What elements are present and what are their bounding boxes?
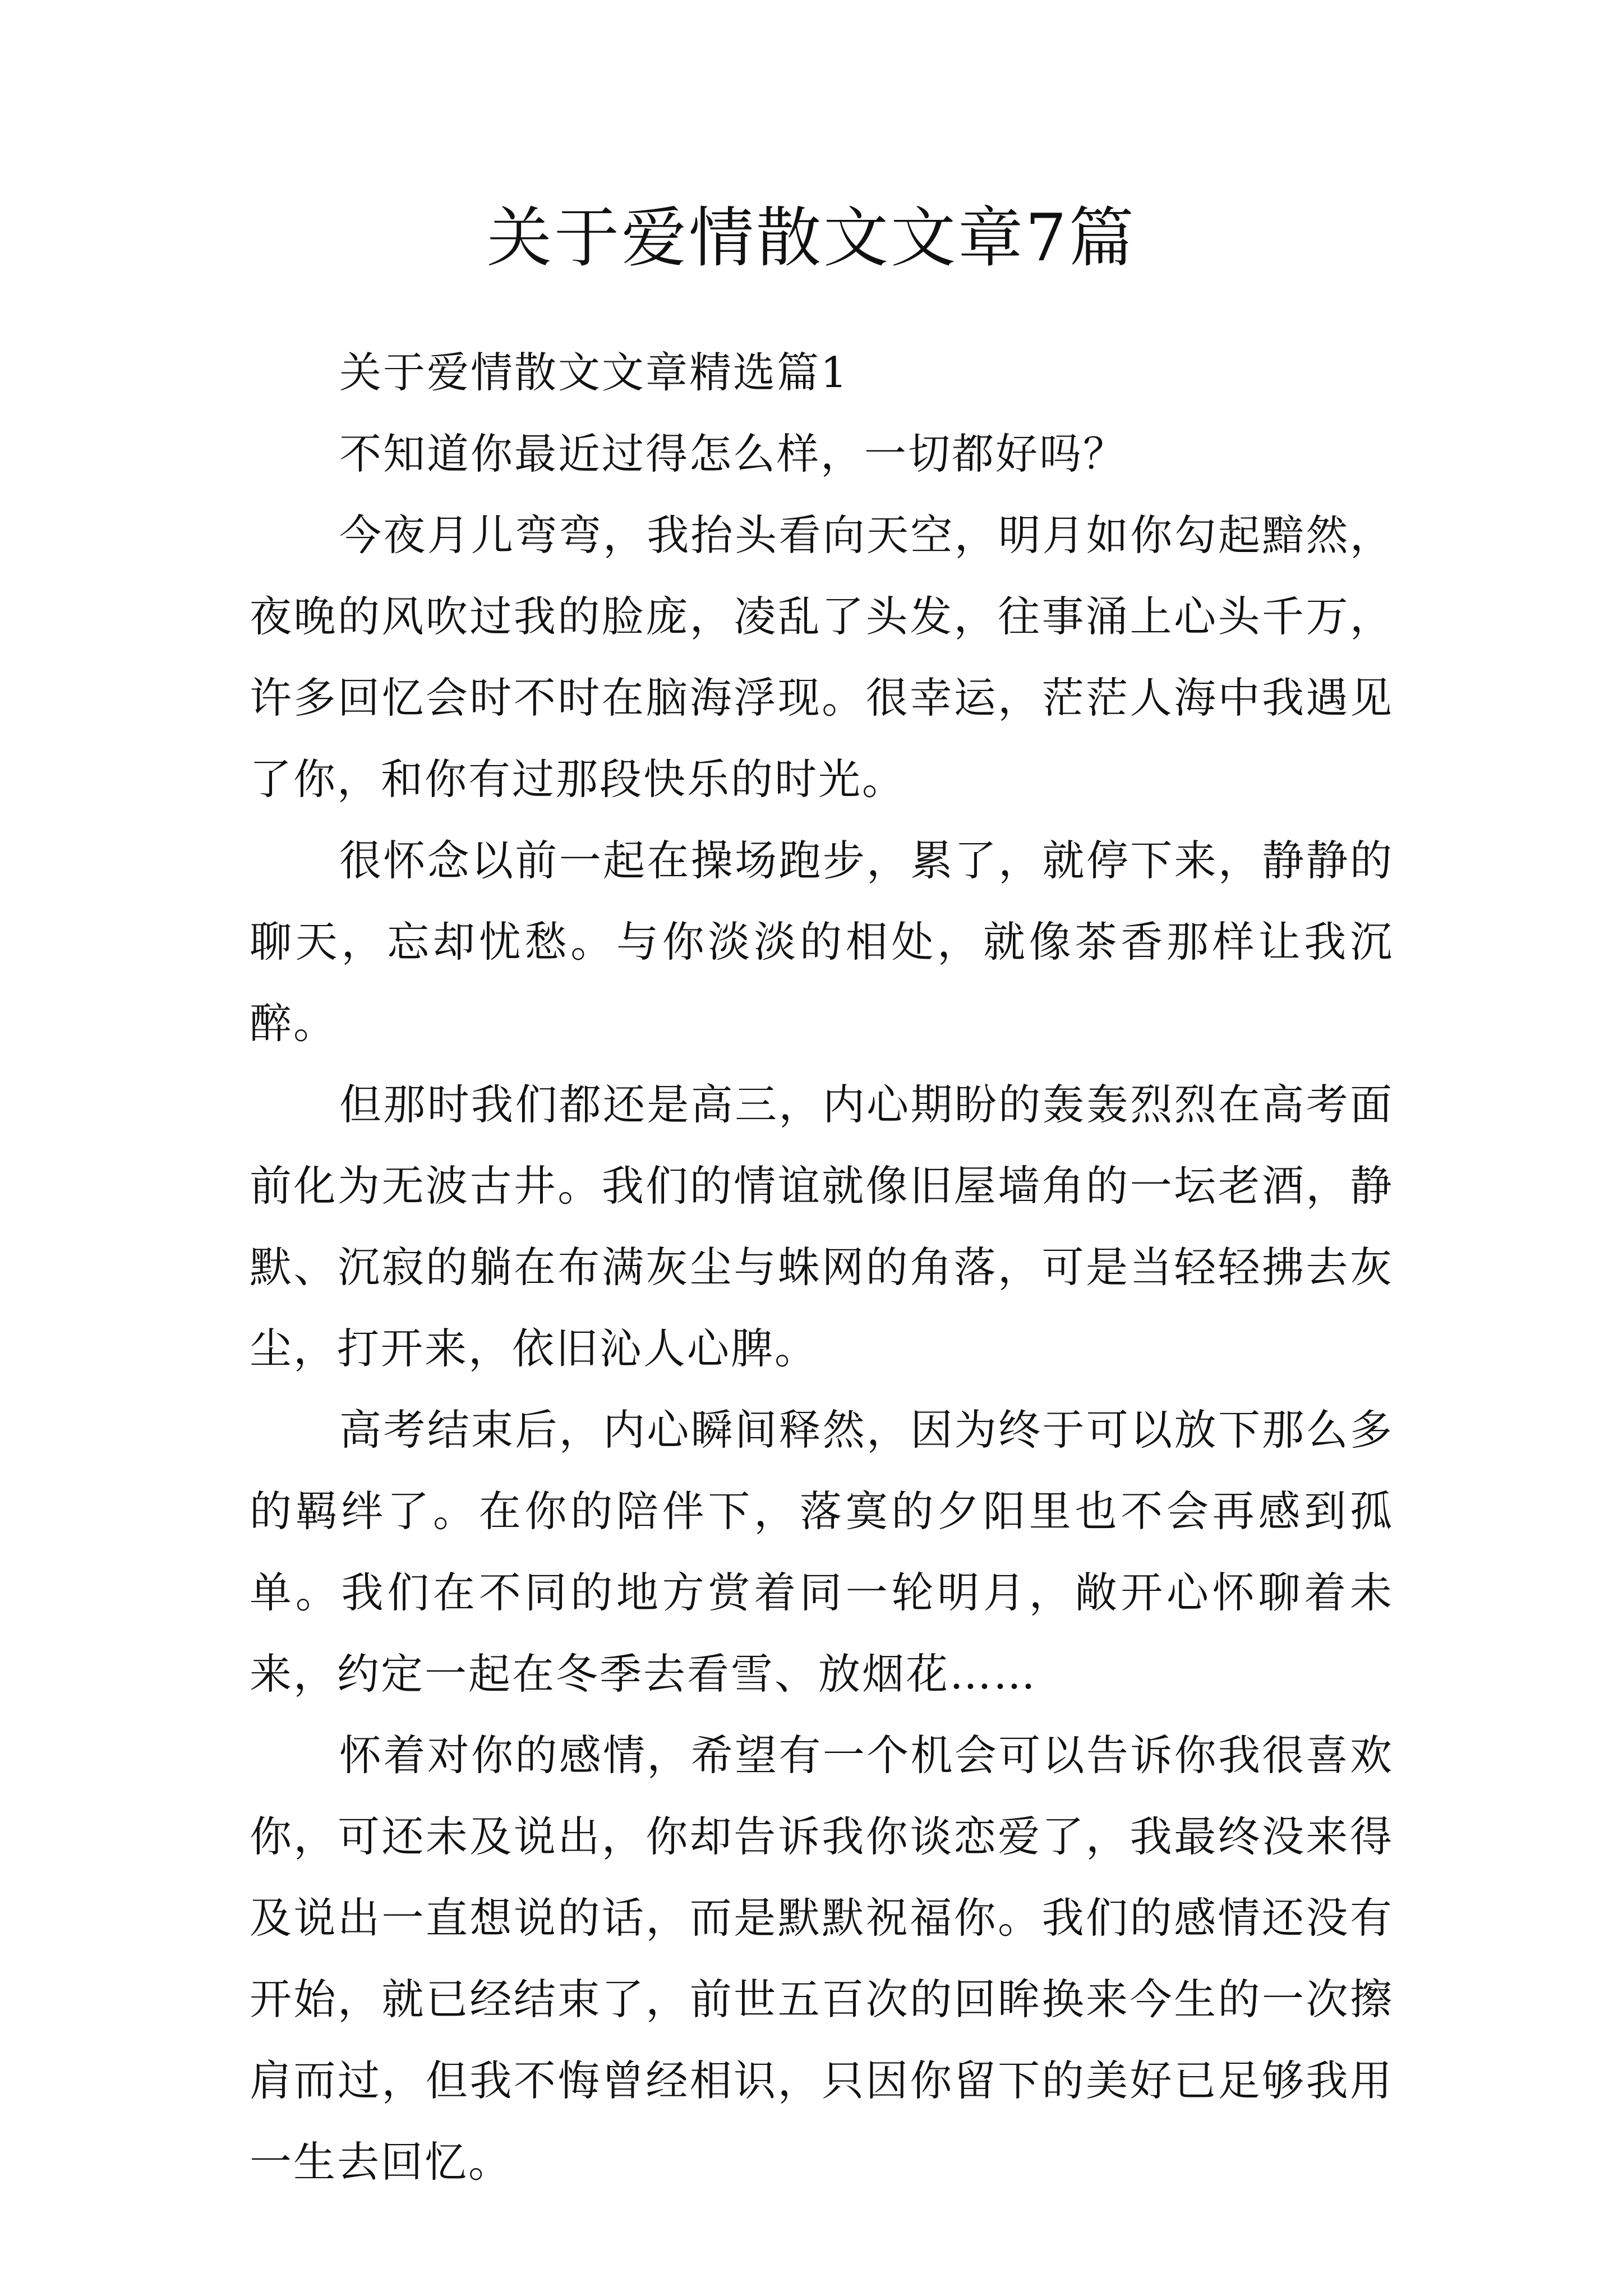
paragraph: 怀着对你的感情，希望有一个机会可以告诉你我很喜欢你，可还未及说出，你却告诉我你谈恋爱了，我最终没来得及说出一直想说的话，而是默默祝福你。我们的感情还没有开始，就已经结束了，前世五百次的回眸换来今生的一次擦肩而过，但我不悔曾经相识，只因你留下的美好已足够我用一生去回忆。 bbox=[250, 1731, 1394, 2187]
paragraph: 不知道你最近过得怎么样，一切都好吗？ bbox=[339, 429, 1127, 478]
paragraph: 高考结束后，内心瞬间释然，因为终于可以放下那么多的羁绊了。在你的陪伴下，落寞的夕阳里也不会再感到孤单。我们在不同的地方赏着同一轮明月，敞开心怀聊着未来，约定一起在冬季去看雪、放烟花…… bbox=[250, 1405, 1394, 1699]
paragraph: 但那时我们都还是高三，内心期盼的轰轰烈烈在高考面前化为无波古井。我们的情谊就像旧屋墙角的一坛老酒，静默、沉寂的躺在布满灰尘与蛛网的角落，可是当轻轻拂去灰尘，打开来，依旧沁人心脾。 bbox=[250, 1080, 1394, 1373]
document-title: 关于爱情散文文章7篇 bbox=[487, 200, 1136, 276]
section-heading: 关于爱情散文文章精选篇1 bbox=[339, 348, 849, 397]
paragraph: 很怀念以前一起在操场跑步，累了，就停下来，静静的聊天，忘却忧愁。与你淡淡的相处，就像茶香那样让我沉醉。 bbox=[250, 836, 1394, 1048]
paragraph: 今夜月儿弯弯，我抬头看向天空，明月如你勾起黯然，夜晚的风吹过我的脸庞，凌乱了头发，往事涌上心头千万，许多回忆会时不时在脑海浮现。很幸运，茫茫人海中我遇见了你，和你有过那段快乐的时光。 bbox=[250, 510, 1394, 804]
document-body bbox=[250, 332, 1394, 2203]
